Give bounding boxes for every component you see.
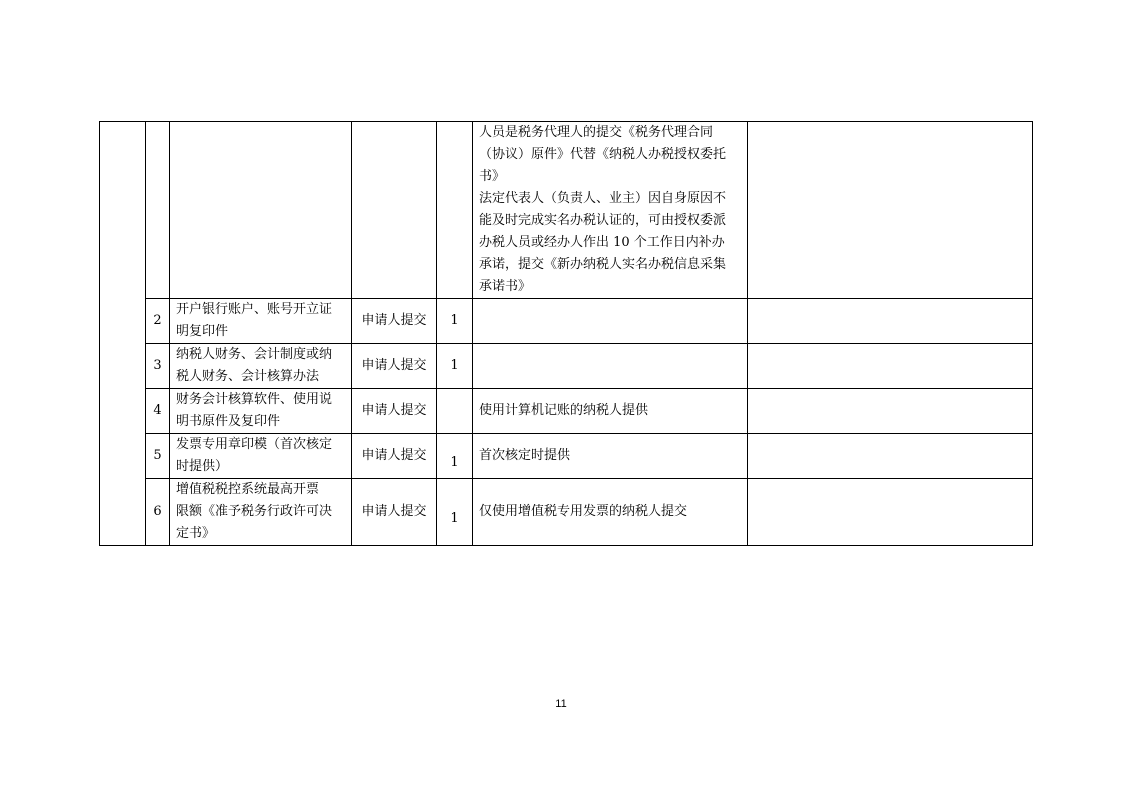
table-row: [100, 344, 1033, 389]
note-cell: [473, 299, 748, 344]
material-name-line: 时提供）: [176, 459, 229, 474]
materials-table: [99, 121, 1033, 546]
submit-method-cell: 申请人提交: [352, 389, 437, 434]
seq-cell: 6: [146, 479, 170, 546]
submit-method-cell: 申请人提交: [352, 479, 437, 546]
note-line: 承诺书》: [479, 279, 532, 294]
table-row-continued: [100, 122, 1033, 299]
material-name-cell: [170, 299, 352, 344]
remark-cell: [748, 389, 1033, 434]
copies-value: 1: [450, 511, 459, 526]
table-row: [100, 389, 1033, 434]
note-line: 法定代表人（负责人、业主）因自身原因不: [479, 191, 727, 206]
material-name-line: 定书》: [176, 526, 216, 541]
material-name-line: 开户银行账户、账号开立证: [176, 302, 333, 317]
copies-cell: [437, 479, 473, 546]
remark-cell: [748, 299, 1033, 344]
material-name-line: 明书原件及复印件: [176, 414, 281, 429]
table-row: [100, 434, 1033, 479]
material-name-cell: [170, 389, 352, 434]
copies-cell: [437, 434, 473, 479]
material-name-cell: [170, 122, 352, 299]
copies-value: 1: [450, 455, 459, 470]
note-line: （协议）原件》代替《纳税人办税授权委托: [479, 147, 727, 162]
submit-method-cell: 申请人提交: [352, 344, 437, 389]
submit-method-cell: [352, 122, 437, 299]
remark-cell: [748, 434, 1033, 479]
group-cell: [100, 122, 146, 546]
remark-cell: [748, 122, 1033, 299]
submit-method-cell: 申请人提交: [352, 299, 437, 344]
seq-cell: 5: [146, 434, 170, 479]
material-name-line: 限额《准予税务行政许可决: [176, 504, 333, 519]
material-name-line: 明复印件: [176, 324, 229, 339]
material-name-line: 发票专用章印模（首次核定: [176, 437, 333, 452]
note-cell: 仅使用增值税专用发票的纳税人提交: [473, 479, 748, 546]
seq-cell: 3: [146, 344, 170, 389]
material-name-line: 财务会计核算软件、使用说: [176, 392, 333, 407]
copies-cell: 1: [437, 299, 473, 344]
note-line: 书》: [479, 169, 506, 184]
page-number: 11: [555, 698, 567, 710]
remark-cell: [748, 344, 1033, 389]
note-cell: [473, 344, 748, 389]
note-line: 承诺，提交《新办纳税人实名办税信息采集: [479, 257, 727, 272]
note-cell: 首次核定时提供: [473, 434, 748, 479]
note-line: 办税人员或经办人作出 10 个工作日内补办: [479, 235, 725, 250]
note-cell: 使用计算机记账的纳税人提供: [473, 389, 748, 434]
note-line: 人员是税务代理人的提交《税务代理合同: [479, 125, 714, 140]
copies-cell: [437, 122, 473, 299]
continued-note-cell: [473, 122, 748, 299]
material-name-cell: [170, 434, 352, 479]
material-name-cell: [170, 479, 352, 546]
seq-cell: 4: [146, 389, 170, 434]
copies-cell: [437, 389, 473, 434]
note-line: 能及时完成实名办税认证的，可由授权委派: [479, 213, 727, 228]
table-row: [100, 479, 1033, 546]
material-name-line: 纳税人财务、会计制度或纳: [176, 347, 333, 362]
material-name-cell: [170, 344, 352, 389]
seq-cell: 2: [146, 299, 170, 344]
remark-cell: [748, 479, 1033, 546]
seq-cell: [146, 122, 170, 299]
material-name-line: 税人财务、会计核算办法: [176, 369, 320, 384]
table-row: [100, 299, 1033, 344]
submit-method-cell: 申请人提交: [352, 434, 437, 479]
copies-cell: 1: [437, 344, 473, 389]
material-name-line: 增值税税控系统最高开票: [176, 482, 320, 497]
